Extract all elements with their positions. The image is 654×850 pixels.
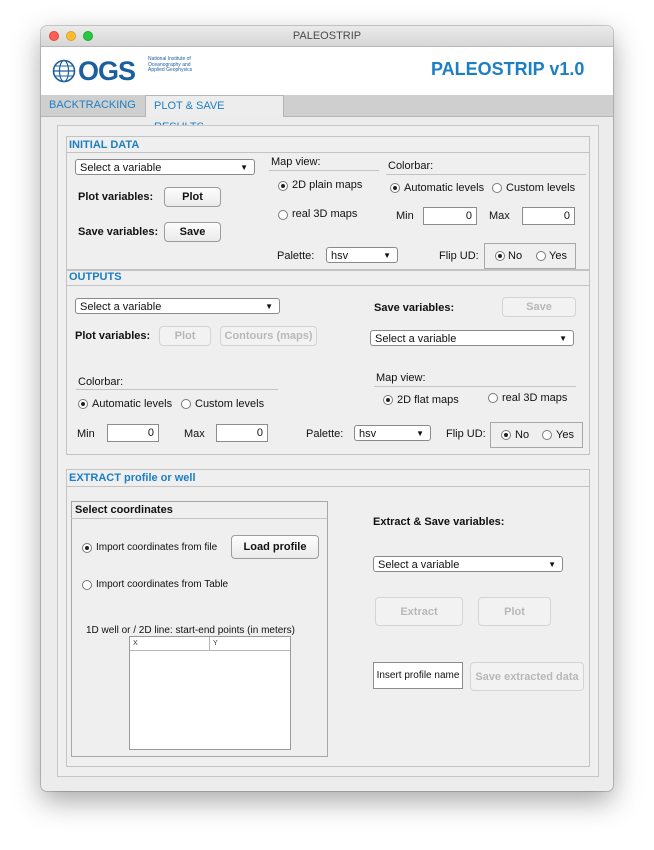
outputs-min-input[interactable]: 0 (107, 424, 159, 442)
outputs-plot-label: Plot variables: (75, 330, 151, 342)
outputs-cb-custom-radio[interactable] (181, 399, 191, 409)
outputs-palette-label: Palette: (306, 428, 344, 440)
outputs-flip-no-label: No (515, 429, 530, 441)
outputs-title: OUTPUTS (69, 271, 122, 283)
outputs-max-label: Max (184, 428, 205, 440)
divider (269, 170, 379, 171)
outputs-variable-select[interactable]: Select a variable ▼ (75, 298, 280, 314)
outputs-colorbar-label: Colorbar: (78, 376, 124, 388)
outputs-flip-yes-label: Yes (556, 429, 574, 441)
initial-colorbar-label: Colorbar: (388, 160, 434, 172)
extract-title: EXTRACT profile or well (69, 472, 196, 484)
divider (66, 486, 589, 487)
outputs-map-2d-label: 2D flat maps (397, 394, 459, 406)
tab-backtracking[interactable]: BACKTRACKING (49, 99, 136, 111)
dropdown-arrow-icon: ▼ (559, 334, 567, 343)
save-extracted-data-button[interactable]: Save extracted data (470, 662, 584, 691)
divider (66, 152, 589, 153)
initial-flip-yes-label: Yes (549, 250, 567, 262)
divider (66, 285, 589, 286)
initial-cb-auto-radio[interactable] (390, 183, 400, 193)
outputs-cb-auto-radio[interactable] (78, 399, 88, 409)
dropdown-arrow-icon: ▼ (548, 560, 556, 569)
ogs-logo: OGS (78, 56, 136, 86)
initial-map-view-label: Map view: (271, 156, 321, 168)
outputs-map-3d-radio[interactable] (488, 393, 498, 403)
initial-min-label: Min (396, 210, 414, 222)
extract-save-label: Extract & Save variables: (373, 516, 505, 528)
initial-map-3d-radio[interactable] (278, 210, 288, 220)
initial-flip-yes-radio[interactable] (536, 251, 546, 261)
dropdown-arrow-icon: ▼ (416, 429, 424, 438)
select-coordinates-title: Select coordinates (75, 504, 173, 516)
initial-data-title: INITIAL DATA (69, 139, 140, 151)
title-bar (41, 26, 613, 47)
initial-cb-custom-radio[interactable] (492, 183, 502, 193)
initial-map-2d-label: 2D plain maps (292, 179, 363, 191)
divider (374, 386, 576, 387)
initial-plot-label: Plot variables: (78, 191, 154, 203)
extract-variable-select[interactable]: Select a variable ▼ (373, 556, 563, 572)
extract-plot-button[interactable]: Plot (478, 597, 551, 626)
outputs-save-select[interactable]: Select a variable ▼ (370, 330, 574, 346)
outputs-map-view-label: Map view: (376, 372, 426, 384)
outputs-cb-auto-label: Automatic levels (92, 398, 173, 410)
app-title: PALEOSTRIP v1.0 (431, 59, 585, 79)
coordinates-table[interactable] (129, 636, 291, 750)
extract-button[interactable]: Extract (375, 597, 463, 626)
table-header-x: X (133, 640, 138, 647)
initial-variable-select[interactable]: Select a variable ▼ (75, 159, 255, 175)
tab-plot-save-results[interactable]: PLOT & SAVE (145, 95, 284, 117)
app-window (41, 26, 613, 791)
initial-min-input[interactable]: 0 (423, 207, 477, 225)
table-header-y: Y (213, 640, 218, 647)
outputs-save-label: Save variables: (374, 302, 455, 314)
globe-logo-icon (52, 59, 76, 83)
initial-cb-auto-label: Automatic levels (404, 182, 485, 194)
divider (71, 518, 327, 519)
outputs-plot-button[interactable]: Plot (159, 326, 211, 346)
window-title: PALEOSTRIP (292, 30, 362, 42)
initial-map-3d-label: real 3D maps (292, 208, 358, 220)
dropdown-arrow-icon: ▼ (240, 163, 248, 172)
initial-map-2d-radio[interactable] (278, 181, 288, 191)
table-column-divider (209, 637, 210, 651)
outputs-flip-label: Flip UD: (446, 428, 486, 440)
load-profile-button[interactable]: Load profile (231, 535, 319, 559)
outputs-contours-button[interactable]: Contours (maps) (220, 326, 317, 346)
import-file-label: Import coordinates from file (96, 542, 218, 553)
import-file-radio[interactable] (82, 543, 92, 553)
outputs-min-label: Min (77, 428, 95, 440)
initial-flip-label: Flip UD: (439, 250, 479, 262)
import-table-label: Import coordinates from Table (96, 579, 229, 590)
dropdown-arrow-icon: ▼ (265, 302, 273, 311)
table-header-divider (130, 650, 290, 651)
initial-palette-select[interactable]: hsv ▼ (326, 247, 398, 263)
outputs-palette-select[interactable]: hsv ▼ (354, 425, 431, 441)
initial-save-button[interactable]: Save (164, 222, 221, 242)
divider (386, 174, 586, 175)
divider (76, 389, 278, 390)
initial-flip-no-label: No (508, 250, 523, 262)
dropdown-arrow-icon: ▼ (383, 251, 391, 260)
profile-name-input[interactable]: Insert profile name (373, 662, 463, 689)
outputs-save-button[interactable]: Save (502, 297, 576, 317)
initial-cb-custom-label: Custom levels (506, 182, 576, 194)
outputs-map-3d-label: real 3D maps (502, 392, 568, 404)
outputs-max-input[interactable]: 0 (216, 424, 268, 442)
import-table-radio[interactable] (82, 580, 92, 590)
outputs-flip-yes-radio[interactable] (542, 430, 552, 440)
outputs-map-2d-radio[interactable] (383, 395, 393, 405)
initial-save-label: Save variables: (78, 226, 159, 238)
coordinates-table-caption: 1D well or / 2D line: start-end points (in meters) (86, 625, 295, 636)
initial-plot-button[interactable]: Plot (164, 187, 221, 207)
initial-flip-no-radio[interactable] (495, 251, 505, 261)
initial-palette-label: Palette: (277, 250, 315, 262)
initial-max-label: Max (489, 210, 510, 222)
outputs-cb-custom-label: Custom levels (195, 398, 265, 410)
initial-max-input[interactable]: 0 (522, 207, 575, 225)
outputs-flip-no-radio[interactable] (501, 430, 511, 440)
ogs-logo-subtitle: National Institute of Oceanography and Applied Geophysics (148, 56, 193, 73)
